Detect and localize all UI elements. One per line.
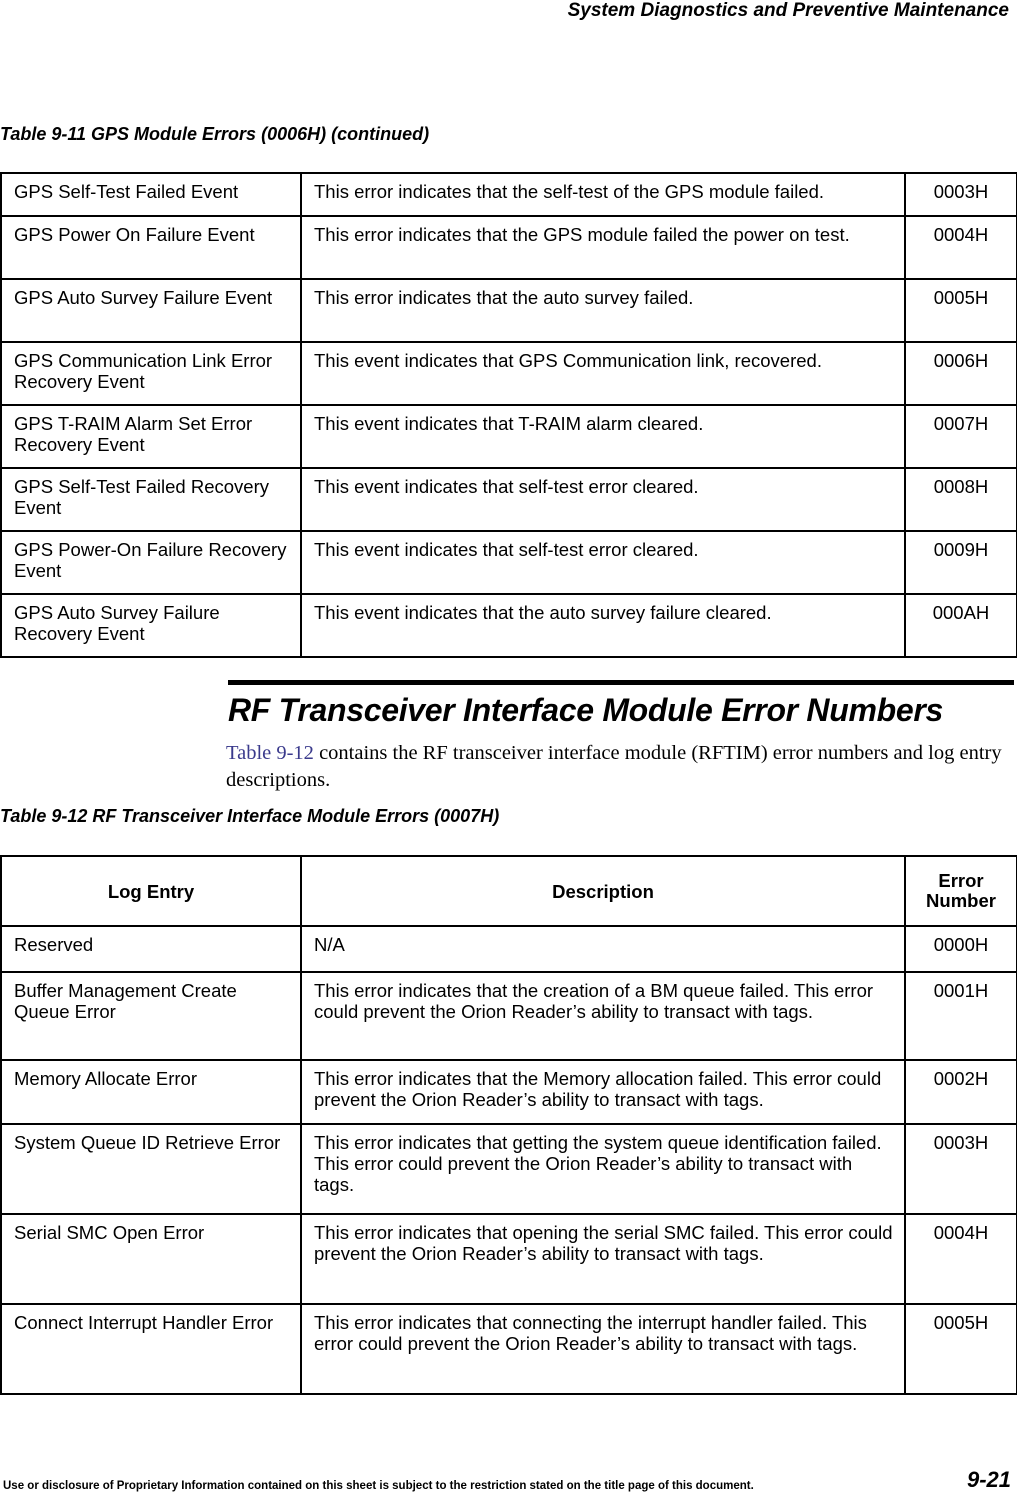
log-entry-cell: Reserved bbox=[1, 926, 301, 972]
table-9-12 bbox=[0, 855, 1017, 1395]
table-9-12-xref-link[interactable]: Table 9-12 bbox=[226, 742, 314, 764]
log-entry-cell: GPS T-RAIM Alarm Set Error Recovery Event bbox=[1, 405, 301, 468]
table-row bbox=[1, 1214, 1017, 1304]
description-cell: This event indicates that self-test error cleared. bbox=[301, 468, 905, 531]
error-number-cell: 0005H bbox=[905, 279, 1017, 342]
page-number: 9-21 bbox=[966, 1467, 1011, 1492]
table-row bbox=[1, 342, 1017, 405]
log-entry-cell: Connect Interrupt Handler Error bbox=[1, 1304, 301, 1394]
error-number-cell: 0009H bbox=[905, 531, 1017, 594]
error-number-cell: 0005H bbox=[905, 1304, 1017, 1394]
log-entry-cell: Memory Allocate Error bbox=[1, 1060, 301, 1124]
table-row bbox=[1, 1124, 1017, 1214]
log-entry-cell: GPS Auto Survey Failure Recovery Event bbox=[1, 594, 301, 657]
log-entry-cell: GPS Power On Failure Event bbox=[1, 216, 301, 279]
table-9-11-caption: Table 9-11 GPS Module Errors (0006H) (continued) bbox=[0, 124, 430, 144]
description-cell: This error indicates that getting the system queue identification failed. This error could prevent the Orion Reader’s ability to transact with tags. bbox=[301, 1124, 905, 1214]
table-row bbox=[1, 531, 1017, 594]
description-cell: N/A bbox=[301, 926, 905, 972]
description-cell: This error indicates that connecting the interrupt handler failed. This error could prevent the Orion Reader’s ability to transact with tags. bbox=[301, 1304, 905, 1394]
log-entry-cell: System Queue ID Retrieve Error bbox=[1, 1124, 301, 1214]
log-entry-header: Log Entry bbox=[1, 856, 301, 926]
error-number-cell: 0004H bbox=[905, 216, 1017, 279]
description-cell: This event indicates that self-test error cleared. bbox=[301, 531, 905, 594]
description-cell: This error indicates that the GPS module failed the power on test. bbox=[301, 216, 905, 279]
table-row bbox=[1, 405, 1017, 468]
description-cell: This error indicates that the Memory allocation failed. This error could prevent the Orion Reader’s ability to transact with tags. bbox=[301, 1060, 905, 1124]
error-number-cell: 000AH bbox=[905, 594, 1017, 657]
description-cell: This event indicates that the auto survey failure cleared. bbox=[301, 594, 905, 657]
error-number-cell: 0001H bbox=[905, 972, 1017, 1060]
table-9-12-caption: Table 9-12 RF Transceiver Interface Module Errors (0007H) bbox=[0, 806, 500, 826]
footer-proprietary-note: Use or disclosure of Proprietary Information contained on this sheet is subject to the restriction stated on the title page of this document. bbox=[3, 1480, 754, 1492]
error-number-cell: 0003H bbox=[905, 173, 1017, 216]
description-cell: This error indicates that the self-test of the GPS module failed. bbox=[301, 173, 905, 216]
table-row bbox=[1, 1304, 1017, 1394]
error-number-cell: 0003H bbox=[905, 1124, 1017, 1214]
log-entry-cell: GPS Self-Test Failed Recovery Event bbox=[1, 468, 301, 531]
table-row bbox=[1, 468, 1017, 531]
table-header-row bbox=[1, 856, 1017, 926]
error-number-cell: 0004H bbox=[905, 1214, 1017, 1304]
log-entry-cell: Buffer Management Create Queue Error bbox=[1, 972, 301, 1060]
description-cell: This error indicates that the creation of a BM queue failed. This error could prevent the Orion Reader’s ability to transact with tags. bbox=[301, 972, 905, 1060]
section-rule bbox=[228, 680, 1014, 685]
log-entry-cell: GPS Self-Test Failed Event bbox=[1, 173, 301, 216]
error-number-cell: 0007H bbox=[905, 405, 1017, 468]
error-number-cell: 0006H bbox=[905, 342, 1017, 405]
table-row bbox=[1, 972, 1017, 1060]
error-number-cell: 0002H bbox=[905, 1060, 1017, 1124]
table-row bbox=[1, 926, 1017, 972]
log-entry-cell: GPS Auto Survey Failure Event bbox=[1, 279, 301, 342]
table-row bbox=[1, 173, 1017, 216]
section-body bbox=[226, 740, 1014, 794]
table-row bbox=[1, 1060, 1017, 1124]
table-row bbox=[1, 594, 1017, 657]
description-cell: This error indicates that opening the serial SMC failed. This error could prevent the Orion Reader’s ability to transact with tags. bbox=[301, 1214, 905, 1304]
description-cell: This error indicates that the auto survey failed. bbox=[301, 279, 905, 342]
table-row bbox=[1, 279, 1017, 342]
description-cell: This event indicates that T-RAIM alarm cleared. bbox=[301, 405, 905, 468]
error-number-header: Error Number bbox=[905, 856, 1017, 926]
log-entry-cell: GPS Communication Link Error Recovery Event bbox=[1, 342, 301, 405]
description-cell: This event indicates that GPS Communication link, recovered. bbox=[301, 342, 905, 405]
log-entry-cell: Serial SMC Open Error bbox=[1, 1214, 301, 1304]
error-number-cell: 0000H bbox=[905, 926, 1017, 972]
description-header: Description bbox=[301, 856, 905, 926]
table-9-11 bbox=[0, 172, 1017, 658]
running-header: System Diagnostics and Preventive Maintenance bbox=[567, 0, 1009, 21]
section-title: RF Transceiver Interface Module Error Numbers bbox=[228, 692, 944, 728]
section-body-text: contains the RF transceiver interface module (RFTIM) error numbers and log entry descriptions. bbox=[226, 742, 1002, 791]
log-entry-cell: GPS Power-On Failure Recovery Event bbox=[1, 531, 301, 594]
error-number-cell: 0008H bbox=[905, 468, 1017, 531]
table-row bbox=[1, 216, 1017, 279]
